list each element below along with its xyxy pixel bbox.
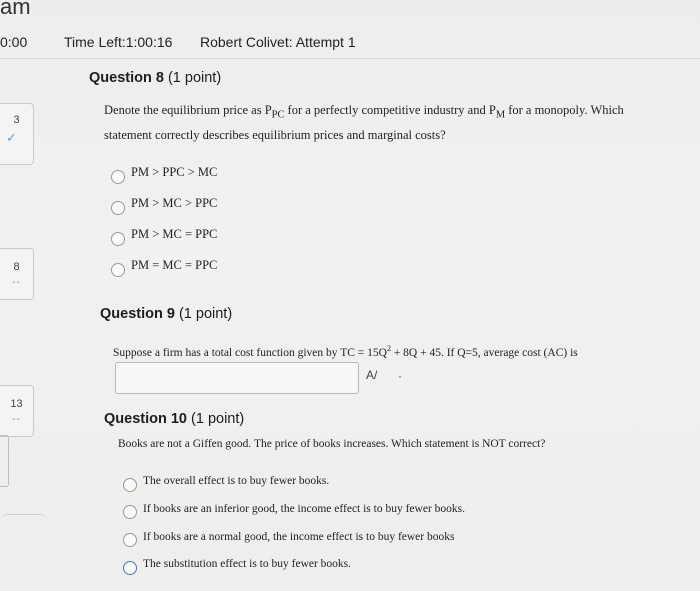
unanswered-dash: -- (12, 414, 21, 425)
question-8-text-line2: statement correctly describes equilibrium prices and marginal costs? (104, 128, 446, 142)
q10-option-2-label[interactable]: If books are an inferior good, the income effect is to buy fewer books. (143, 503, 466, 515)
nav-question-13[interactable] (0, 385, 34, 437)
q8-option-3-radio[interactable] (111, 232, 125, 246)
q8-text-part: for a monopoly. Which (505, 103, 624, 117)
question-8-text-line1 (104, 103, 624, 121)
question-points: (1 point) (191, 411, 245, 427)
question-points: (1 point) (167, 70, 222, 86)
question-9-text (113, 344, 578, 359)
q8-text-part: for a perfectly competitive industry and P (284, 103, 496, 117)
q8-option-1-label[interactable]: PM > PPC > MC (131, 165, 218, 179)
nav-question-8[interactable] (0, 248, 34, 300)
question-10-text: Books are not a Giffen good. The price of books increases. Which statement is NOT correct? (118, 438, 546, 450)
spellcheck-icon[interactable]: A/ (366, 368, 378, 382)
nav-question-number: 3 (13, 114, 20, 126)
nav-question-3[interactable] (0, 103, 34, 165)
q10-option-4-radio[interactable] (123, 561, 137, 575)
question-9-title (100, 306, 232, 322)
unanswered-dash: -- (12, 277, 21, 288)
q8-option-4-radio[interactable] (111, 263, 125, 277)
q9-text-part: + 8Q + 45. If Q=5, average cost (AC) is (390, 346, 578, 359)
q9-text-part: Suppose a firm has a total cost function given by TC = 15Q (113, 346, 387, 359)
q9-answer-input[interactable] (115, 362, 359, 394)
clipped-clock-text: am (0, 0, 31, 19)
q8-option-3-label[interactable]: PM > MC = PPC (131, 227, 218, 241)
nav-question-number: 8 (13, 261, 20, 273)
time-left-label: Time Left:1:00:16 (64, 34, 173, 50)
header-divider (0, 58, 700, 59)
question-points: (1 point) (178, 306, 233, 322)
q8-subscript-m: M (495, 109, 506, 121)
separator-dot: · (398, 369, 402, 383)
q10-option-1-label[interactable]: The overall effect is to buy fewer books. (143, 475, 330, 487)
nav-question-number: 13 (10, 398, 23, 410)
q8-option-1-radio[interactable] (111, 170, 125, 184)
q8-option-2-radio[interactable] (111, 201, 125, 215)
question-title-text: Question 8 (89, 70, 164, 86)
q10-option-4-label[interactable]: The substitution effect is to buy fewer books. (143, 558, 352, 570)
sidebar-edge (0, 435, 9, 487)
question-8-title (89, 70, 221, 86)
question-title-text: Question 9 (100, 306, 175, 322)
q8-option-4-label[interactable]: PM = MC = PPC (131, 258, 218, 272)
question-title-text: Question 10 (104, 411, 187, 427)
attempt-label: Robert Colivet: Attempt 1 (200, 34, 356, 50)
q10-option-2-radio[interactable] (123, 505, 137, 519)
sidebar-edge-curve (0, 514, 48, 523)
checkmark-icon: ✓ (6, 130, 17, 145)
q8-option-2-label[interactable]: PM > MC > PPC (131, 196, 218, 210)
q9-superscript: 2 (386, 344, 391, 353)
q10-option-3-radio[interactable] (123, 533, 137, 547)
question-10-title (104, 411, 244, 427)
q10-option-3-label[interactable]: If books are a normal good, the income effect is to buy fewer books (143, 531, 455, 543)
q10-option-1-radio[interactable] (123, 478, 137, 492)
q8-text-part: Denote the equilibrium price as P (104, 103, 272, 117)
clipped-timer: 0:00 (0, 34, 28, 50)
q8-subscript-pc: PC (271, 109, 285, 121)
